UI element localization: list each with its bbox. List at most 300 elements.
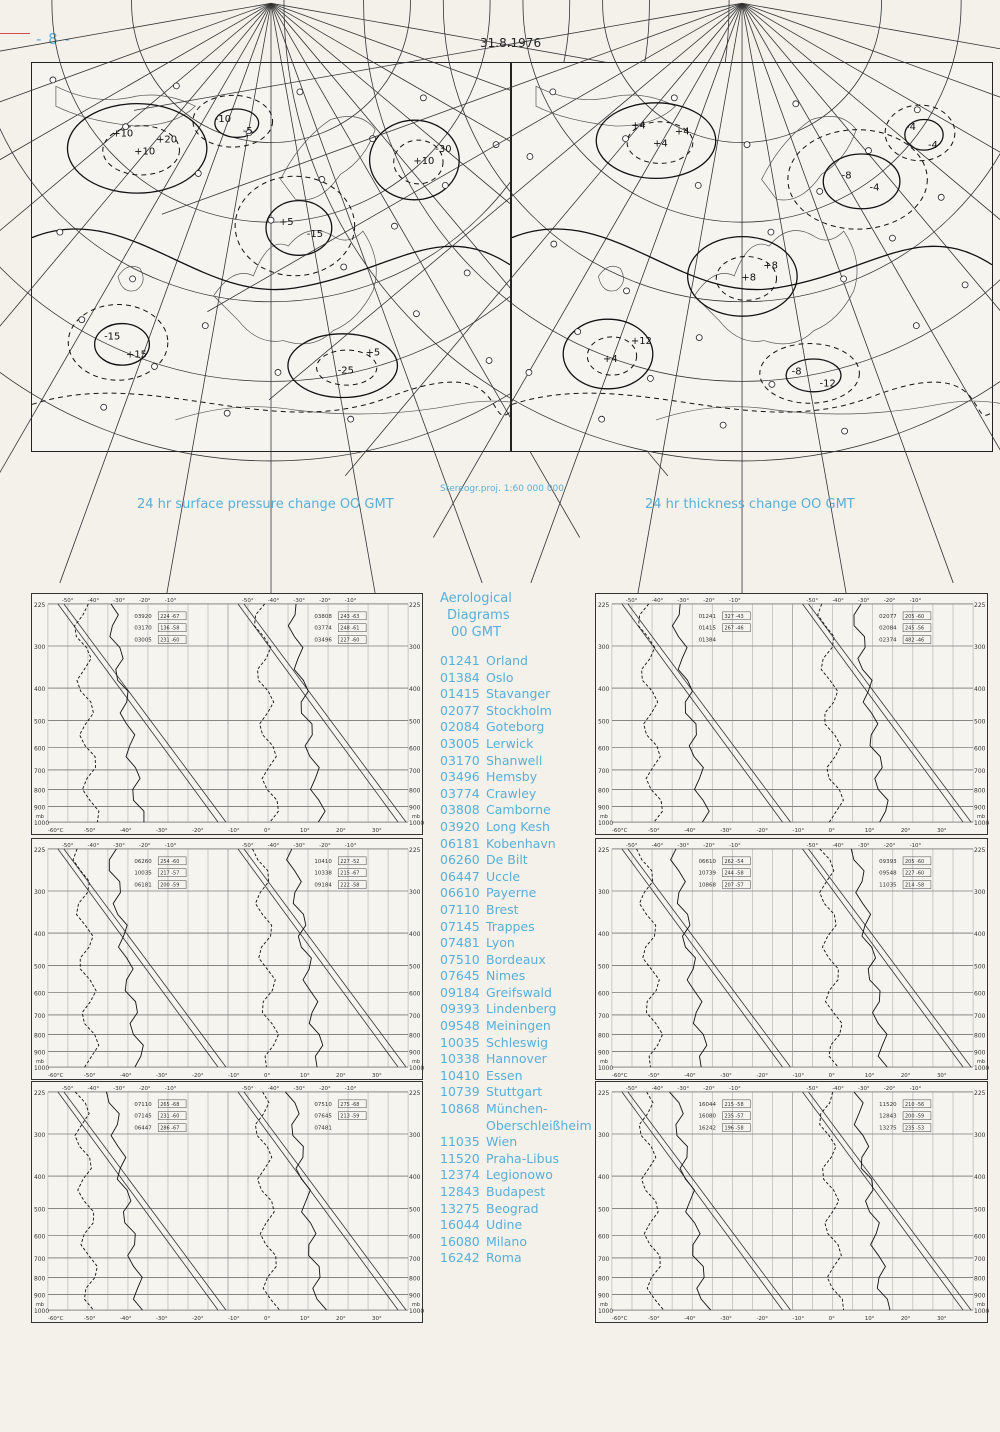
- station-marker: [224, 410, 230, 416]
- station-marker: [526, 369, 532, 375]
- station-name: Milano: [486, 1233, 527, 1249]
- temperature-tick-bottom: -20°: [191, 828, 204, 835]
- scandinavia-coast: [281, 116, 376, 200]
- station-name: Payerne: [486, 885, 537, 901]
- station-entry: [440, 1001, 590, 1018]
- value-box-text: 235 -53: [905, 1125, 925, 1132]
- temperature-tick-bottom: -60°C: [47, 1316, 64, 1323]
- station-code-label: 10868: [698, 882, 716, 889]
- diagram-svg: [32, 1082, 425, 1323]
- station-entry: [440, 885, 590, 902]
- mb-unit-right: mb: [412, 1302, 421, 1309]
- station-entry: [440, 836, 590, 853]
- temperature-tick-bottom: -60°C: [47, 1073, 64, 1080]
- pressure-tick-right: 800: [409, 787, 421, 795]
- station-name: Shanwell: [486, 752, 543, 768]
- station-marker: [913, 323, 919, 329]
- station-entry: [440, 1184, 590, 1201]
- station-code: 03005: [440, 735, 480, 751]
- temperature-tick-bottom: 30°: [372, 1073, 382, 1080]
- station-name: Goteborg: [486, 719, 545, 735]
- station-marker: [391, 223, 397, 229]
- station-name: Oberschleißheim: [486, 1117, 592, 1133]
- iceland-coast: [598, 266, 623, 291]
- station-marker: [671, 95, 677, 101]
- pressure-tick-left: 700: [597, 1255, 610, 1263]
- temperature-tick-top: -50°: [241, 842, 254, 849]
- station-marker: [623, 136, 629, 142]
- pressure-tick-right: 500: [974, 1206, 986, 1214]
- pressure-tick-left: 600: [33, 745, 46, 753]
- isoline: [823, 154, 900, 209]
- mb-unit-right: mb: [412, 1059, 421, 1066]
- meridian-line: [0, 3, 271, 110]
- station-code: 10035: [440, 1034, 480, 1050]
- pressure-tick-left: 300: [597, 643, 610, 651]
- value-box-text: 227 -60: [905, 870, 925, 877]
- station-marker: [914, 107, 920, 113]
- station-entry: [440, 1068, 590, 1085]
- diagram-svg: [32, 594, 425, 835]
- station-info: [699, 857, 931, 889]
- pressure-tick-right: 225: [974, 601, 986, 609]
- station-marker: [842, 428, 848, 434]
- station-code-label: 12843: [879, 1113, 897, 1120]
- temperature-tick-top: -20°: [883, 597, 896, 604]
- isoline-label: +15: [126, 349, 148, 361]
- temperature-tick-bottom: 0°: [264, 828, 271, 835]
- station-marker: [420, 95, 426, 101]
- station-info: [699, 612, 931, 644]
- value-box-text: 275 -68: [340, 1101, 360, 1108]
- station-code-label: 03808: [314, 613, 332, 620]
- pressure-tick-left: 700: [597, 1012, 610, 1020]
- station-name: Hemsby: [486, 769, 538, 785]
- station-entry: [440, 1234, 590, 1251]
- pressure-tick-right: 1000: [409, 1308, 425, 1316]
- temperature-tick-top: -20°: [139, 597, 151, 604]
- value-box-text: 286 -67: [160, 1125, 180, 1132]
- diagram-svg: [596, 1082, 990, 1323]
- pressure-tick-right: 1000: [409, 820, 425, 828]
- pressure-tick-left: 500: [597, 1206, 610, 1214]
- station-code-label: 07110: [134, 1101, 152, 1108]
- legend-title-line-1: Aerological: [440, 591, 512, 606]
- station-name: Praha-Libus: [486, 1150, 560, 1166]
- pressure-tick-right: 300: [974, 643, 986, 651]
- meridian-line: [271, 3, 378, 610]
- value-box-text: 327 -43: [724, 613, 744, 620]
- temperature-tick-top: -10°: [344, 1085, 357, 1092]
- pressure-tick-right: 800: [409, 1032, 421, 1040]
- station-entry: [440, 968, 590, 985]
- station-code: 07481: [440, 935, 480, 951]
- isoline-label: +8: [763, 260, 778, 272]
- isolines-dashed: [512, 105, 992, 415]
- legend-title-line-3: 00 GMT: [451, 625, 501, 640]
- aerological-legend: [440, 590, 590, 1267]
- aerological-diagram-4: [595, 838, 988, 1080]
- temperature-tick-top: -30°: [858, 597, 870, 604]
- pressure-tick-left: 800: [33, 787, 46, 795]
- meridian-line: [635, 3, 742, 610]
- pressure-tick-right: 600: [409, 990, 421, 998]
- temperature-tick-top: -40°: [87, 597, 100, 604]
- temperature-tick-top: -20°: [319, 842, 331, 849]
- station-name: Lyon: [486, 935, 515, 951]
- station-marker: [173, 83, 179, 89]
- value-box-text: 231 -60: [160, 1113, 180, 1120]
- pressure-tick-left: 300: [33, 1131, 46, 1139]
- pressure-tick-right: 600: [974, 990, 986, 998]
- temperature-tick-bottom: -50°: [83, 1316, 96, 1323]
- pressure-tick-left: 225: [597, 1089, 610, 1097]
- temperature-tick-top: -50°: [61, 842, 74, 849]
- pressure-tick-left: 500: [33, 963, 46, 971]
- station-marker: [744, 142, 750, 148]
- temperature-tick-bottom: -60°C: [611, 828, 628, 835]
- isoline-label: +4: [631, 120, 646, 132]
- pressure-tick-left: 700: [33, 1255, 46, 1263]
- pressure-tick-right: 300: [974, 888, 986, 896]
- station-entry: [440, 686, 590, 703]
- station-entry: [440, 670, 590, 687]
- pressure-tick-left: 500: [33, 1206, 46, 1214]
- temperature-tick-bottom: -30°: [720, 1316, 732, 1323]
- pressure-tick-right: 600: [974, 1233, 986, 1241]
- station-code: 11035: [440, 1134, 480, 1150]
- station-marker: [866, 148, 872, 154]
- station-code: 10410: [440, 1067, 480, 1083]
- pressure-tick-right: 500: [409, 963, 421, 971]
- value-box-text: 200 -59: [160, 882, 180, 889]
- station-marker: [101, 404, 107, 410]
- temperature-tick-bottom: 30°: [936, 828, 947, 835]
- station-code-label: 03774: [314, 625, 332, 632]
- temperature-tick-bottom: -10°: [227, 1073, 240, 1080]
- station-entry: [440, 786, 590, 803]
- station-code-label: 07510: [314, 1101, 332, 1108]
- station-code: 12374: [440, 1167, 480, 1183]
- isoline-label: +8: [741, 272, 757, 284]
- value-box-text: 243 -63: [340, 613, 360, 620]
- station-code: 16044: [440, 1217, 480, 1233]
- station-code-label: 09184: [314, 882, 332, 889]
- mb-unit-right: mb: [412, 814, 421, 821]
- temperature-tick-bottom: -40°: [684, 828, 696, 835]
- temperature-tick-bottom: -30°: [720, 1073, 732, 1080]
- value-box-text: 267 -46: [724, 625, 744, 632]
- station-name: Uccle: [486, 868, 521, 884]
- station-code-label: 03005: [134, 637, 152, 644]
- isoline-label: +10: [134, 146, 156, 158]
- station-marker: [841, 276, 847, 282]
- station-code: 09393: [440, 1001, 480, 1017]
- pressure-tick-left: 1000: [33, 820, 50, 828]
- value-box-text: 244 -58: [724, 870, 744, 877]
- station-marker: [195, 170, 201, 176]
- value-box-text: 207 -57: [724, 882, 744, 889]
- station-code-label: 10410: [314, 858, 332, 865]
- pressure-tick-left: 600: [597, 745, 610, 753]
- pressure-tick-right: 400: [974, 931, 986, 939]
- station-code: 06610: [440, 885, 480, 901]
- temperature-tick-bottom: -30°: [720, 828, 732, 835]
- station-code: 07645: [440, 968, 480, 984]
- station-code: 10739: [440, 1084, 480, 1100]
- temperature-tick-bottom: 0°: [828, 1316, 835, 1323]
- temperature-tick-bottom: 0°: [828, 1073, 835, 1080]
- temperature-tick-top: -40°: [651, 842, 664, 849]
- temperature-tick-top: -40°: [267, 1085, 280, 1092]
- station-code-label: 01241: [698, 613, 716, 620]
- isoline-label: -10: [214, 114, 232, 126]
- temperature-tick-top: -50°: [806, 1085, 819, 1092]
- value-box-text: 200 -59: [905, 1113, 925, 1120]
- pressure-tick-right: 400: [409, 686, 421, 694]
- station-entry: [440, 1018, 590, 1035]
- station-name: Brest: [486, 901, 519, 917]
- temperature-tick-bottom: -40°: [119, 1073, 132, 1080]
- station-marker: [268, 217, 274, 223]
- pressure-tick-left: 300: [597, 1131, 610, 1139]
- station-name: Udine: [486, 1217, 523, 1233]
- pressure-tick-right: 300: [409, 643, 421, 651]
- station-code-label: 16242: [698, 1125, 716, 1132]
- temperature-tick-bottom: -50°: [83, 1073, 96, 1080]
- temperature-tick-top: -50°: [806, 597, 819, 604]
- temperature-tick-top: -30°: [293, 842, 306, 849]
- thickness-change-map-svg: [512, 63, 992, 451]
- temperature-tick-bottom: -20°: [191, 1316, 204, 1323]
- temperature-tick-bottom: 30°: [936, 1316, 947, 1323]
- station-marker: [79, 317, 85, 323]
- isoline-label: -5: [242, 126, 253, 138]
- pressure-tick-left: 700: [33, 767, 46, 775]
- station-marker: [647, 375, 653, 381]
- temperature-tick-top: -50°: [241, 1085, 254, 1092]
- station-code: 02084: [440, 719, 480, 735]
- value-box-text: 262 -54: [724, 858, 744, 865]
- value-box-text: 227 -52: [340, 858, 360, 865]
- temperature-tick-bottom: 10°: [864, 1073, 875, 1080]
- value-box-text: 222 -58: [340, 882, 360, 889]
- legend-title-line-2: Diagrams: [447, 608, 510, 623]
- temperature-tick-bottom: -10°: [227, 1316, 240, 1323]
- station-name: Kobenhavn: [486, 835, 556, 851]
- pressure-tick-left: 900: [597, 804, 610, 812]
- station-name: Budapest: [486, 1184, 546, 1199]
- station-info: [134, 612, 366, 644]
- station-code: 07145: [440, 918, 480, 934]
- temperature-tick-bottom: 30°: [936, 1073, 947, 1080]
- mb-unit-left: mb: [35, 814, 44, 821]
- station-entry: [440, 985, 590, 1002]
- station-marker: [695, 182, 701, 188]
- station-marker: [50, 77, 56, 83]
- station-code: 12843: [440, 1184, 480, 1199]
- mediterranean-coast: [175, 401, 543, 420]
- station-name: Lindenberg: [486, 1001, 557, 1017]
- station-marker: [152, 363, 158, 369]
- value-box-text: 210 -56: [905, 1101, 925, 1108]
- meridian-line: [164, 3, 271, 610]
- pressure-tick-right: 300: [974, 1131, 986, 1139]
- temperature-tick-bottom: -40°: [119, 828, 132, 835]
- station-marker: [962, 282, 968, 288]
- temperature-tick-top: -40°: [87, 1085, 100, 1092]
- aerological-diagram-3: [31, 838, 423, 1080]
- station-code: 10338: [440, 1051, 480, 1067]
- pressure-tick-right: 400: [974, 1174, 986, 1182]
- station-entry: [440, 852, 590, 869]
- pressure-tick-left: 1000: [597, 820, 614, 828]
- surface-pressure-caption: 24 hr surface pressure change OO GMT: [137, 497, 394, 512]
- pressure-tick-left: 1000: [597, 1065, 614, 1073]
- meridian-line: [0, 3, 271, 311]
- station-marker: [527, 154, 533, 160]
- isoline-label: +10: [413, 155, 435, 167]
- temperature-tick-bottom: -50°: [648, 1316, 660, 1323]
- date-label: 31.8.1976: [480, 36, 542, 50]
- station-code-label: 02077: [879, 613, 897, 620]
- mb-unit-left: mb: [35, 1059, 44, 1066]
- station-info: [134, 857, 366, 889]
- temperature-tick-bottom: 10°: [300, 1316, 310, 1323]
- pressure-tick-right: 225: [409, 601, 421, 609]
- temperature-tick-top: -20°: [883, 842, 896, 849]
- pressure-tick-right: 400: [409, 1174, 421, 1182]
- station-entry: [440, 1035, 590, 1052]
- isoline-label: +4: [653, 138, 668, 150]
- temperature-tick-top: -20°: [139, 842, 151, 849]
- mb-unit-right: mb: [977, 1302, 986, 1309]
- isoline-label: -4: [869, 182, 880, 194]
- mb-unit-left: mb: [599, 814, 608, 821]
- isoline-label: -15: [306, 228, 324, 240]
- isoline-label: -30: [435, 144, 452, 156]
- isoline-label: -12: [819, 378, 836, 390]
- station-marker: [624, 288, 630, 294]
- pressure-tick-left: 600: [597, 1233, 610, 1241]
- isoline-label: -4: [906, 121, 916, 133]
- station-code-label: 01415: [698, 625, 716, 632]
- temperature-tick-top: -30°: [113, 1085, 125, 1092]
- pressure-tick-left: 500: [33, 718, 46, 726]
- temperature-tick-top: -10°: [344, 842, 357, 849]
- temperature-tick-top: -30°: [858, 1085, 870, 1092]
- station-marker: [202, 323, 208, 329]
- station-entry: [440, 1151, 590, 1168]
- temperature-tick-top: -20°: [319, 1085, 331, 1092]
- diagram-svg: [596, 839, 990, 1080]
- station-name: Essen: [486, 1067, 523, 1083]
- station-code-label: 06610: [698, 858, 716, 865]
- station-code: 10868: [440, 1101, 480, 1117]
- pressure-tick-left: 900: [33, 1049, 46, 1057]
- temperature-tick-bottom: -20°: [191, 1073, 204, 1080]
- temperature-tick-top: -10°: [164, 1085, 177, 1092]
- station-entry: [440, 1217, 590, 1234]
- isoline-label: -4: [927, 139, 938, 151]
- isoline: [788, 130, 927, 229]
- temperature-tick-bottom: 10°: [300, 828, 310, 835]
- pressure-tick-right: 800: [974, 787, 986, 795]
- value-box-text: 205 -60: [905, 858, 925, 865]
- mb-unit-right: mb: [977, 1059, 986, 1066]
- station-name: Stockholm: [486, 702, 552, 718]
- station-code-label: 07481: [314, 1125, 332, 1132]
- legend-title: [440, 590, 590, 641]
- temperature-tick-top: -50°: [625, 1085, 638, 1092]
- station-code-label: 09393: [879, 858, 897, 865]
- station-code-label: 11035: [879, 882, 897, 889]
- temperature-tick-bottom: 20°: [900, 828, 911, 835]
- temperature-tick-top: -10°: [729, 842, 741, 849]
- value-box-text: 231 -60: [160, 637, 180, 644]
- temperature-tick-top: -30°: [858, 842, 870, 849]
- pressure-tick-left: 225: [597, 846, 610, 854]
- station-marker: [275, 369, 281, 375]
- station-code-label: 09548: [879, 870, 897, 877]
- meridian-line: [742, 3, 953, 583]
- station-name: München-: [486, 1101, 548, 1117]
- station-marker: [486, 357, 492, 363]
- pressure-tick-left: 900: [33, 804, 46, 812]
- aerological-diagram-1: [31, 593, 423, 835]
- station-marker: [575, 329, 581, 335]
- pressure-tick-left: 400: [597, 931, 610, 939]
- temperature-tick-top: -30°: [677, 842, 690, 849]
- thickness-change-map: [511, 62, 993, 452]
- pressure-tick-right: 700: [409, 767, 421, 775]
- pressure-tick-left: 500: [597, 718, 610, 726]
- value-box-text: 217 -57: [160, 870, 180, 877]
- temperature-tick-top: -20°: [319, 597, 331, 604]
- pressure-tick-left: 1000: [597, 1308, 614, 1316]
- station-code: 16080: [440, 1233, 480, 1249]
- station-marker: [341, 264, 347, 270]
- station-code-label: 03170: [134, 625, 152, 632]
- aerological-diagram-6: [595, 1081, 988, 1323]
- station-marker: [768, 229, 774, 235]
- temperature-tick-bottom: 0°: [264, 1316, 271, 1323]
- station-code: 02077: [440, 702, 480, 718]
- station-code-label: 03496: [314, 637, 332, 644]
- station-name: Orland: [486, 653, 528, 668]
- pressure-tick-right: 300: [409, 1131, 421, 1139]
- station-marker: [817, 188, 823, 194]
- station-marker: [442, 182, 448, 188]
- temperature-tick-bottom: 10°: [864, 1316, 875, 1323]
- station-name: Long Kesh: [486, 818, 550, 834]
- temperature-tick-top: -30°: [677, 1085, 690, 1092]
- mediterranean-coast: [656, 401, 1000, 420]
- pressure-tick-left: 800: [597, 1032, 610, 1040]
- greenland-coast: [56, 86, 195, 126]
- station-name: Stavanger: [486, 686, 551, 702]
- temperature-tick-bottom: -60°C: [611, 1073, 628, 1080]
- temperature-tick-top: -30°: [113, 597, 125, 604]
- isoline-label: +4: [674, 126, 690, 138]
- station-code-label: 02084: [879, 625, 897, 632]
- temperature-tick-top: -30°: [677, 597, 690, 604]
- station-entry: [440, 769, 590, 786]
- pressure-tick-left: 1000: [33, 1065, 50, 1073]
- temperature-tick-top: -20°: [703, 842, 715, 849]
- pressure-tick-right: 900: [974, 1049, 986, 1057]
- station-marker: [889, 235, 895, 241]
